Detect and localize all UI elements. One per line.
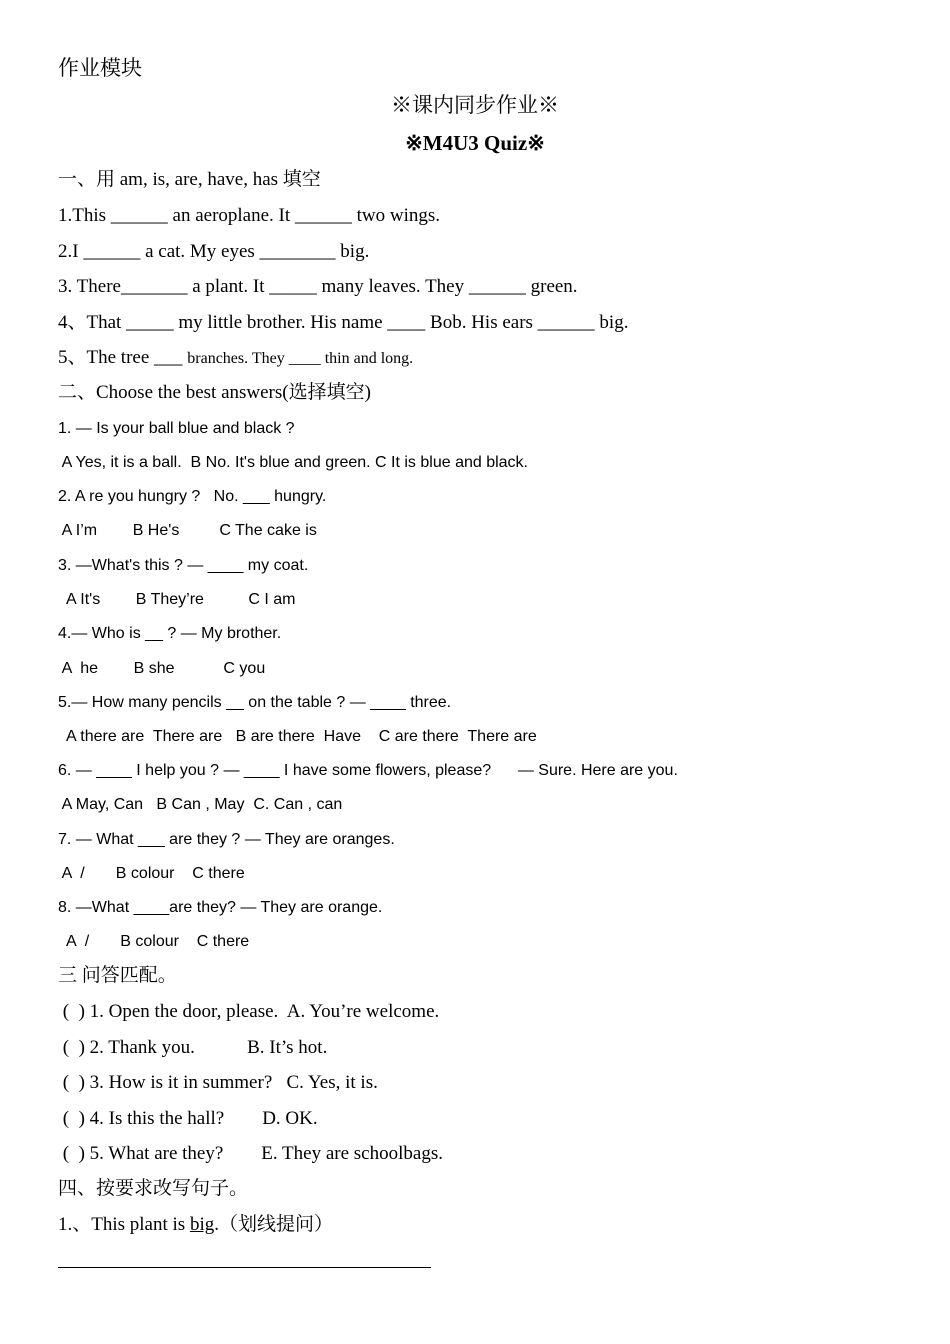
s1-question-2: 2.I ______ a cat. My eyes ________ big. [58, 241, 370, 262]
s2-options-6: A May, Can B Can , May C. Can , can [58, 796, 343, 813]
s2-question-4: 4.— Who is __ ? — My brother. [58, 625, 282, 642]
s2-options-7: A / B colour C there [58, 865, 245, 882]
s3-match-1: ( ) 1. Open the door, please. A. You’re welcome. [58, 1001, 440, 1022]
s1-question-1: 1.This ______ an aeroplane. It ______ two wings. [58, 205, 441, 226]
s2-options-2: A I’m B He's C The cake is [58, 522, 317, 539]
s3-match-5: ( ) 5. What are they? E. They are schoolbags. [58, 1143, 443, 1164]
s4-question-1-start: 1.、This plant is [58, 1214, 190, 1235]
s2-question-2: 2. A re you hungry ? No. ___ hungry. [58, 488, 327, 505]
s2-question-5: 5.— How many pencils __ on the table ? — ____ three. [58, 694, 452, 711]
s3-match-2: ( ) 2. Thank you. B. It’s hot. [58, 1037, 328, 1058]
s3-match-4: ( ) 4. Is this the hall? D. OK. [58, 1108, 318, 1129]
s2-options-4: A he B she C you [58, 660, 266, 677]
section2-heading: 二、Choose the best answers(选择填空) [58, 382, 371, 403]
s1-question-5-end: branches. They ____ thin and long. [187, 350, 414, 367]
s2-options-3: A It's B They’re C I am [58, 591, 296, 608]
s3-match-3: ( ) 3. How is it in summer? C. Yes, it is. [58, 1072, 378, 1093]
s4-underlined-word: big [189, 1214, 215, 1235]
module-label: 作业模块 [58, 56, 142, 80]
section4-heading: 四、按要求改写句子。 [58, 1178, 249, 1199]
s1-question-3: 3. There_______ a plant. It _____ many leaves. They ______ green. [58, 276, 578, 297]
s2-question-1: 1. — Is your ball blue and black ? [58, 420, 295, 437]
s4-question-1-end: .（划线提问） [214, 1214, 333, 1235]
s2-question-6: 6. — ____ I help you ? — ____ I have some flowers, please? — Sure. Here are you. [58, 762, 678, 779]
s1-question-5 [58, 346, 413, 371]
s1-question-5-start: 5、The tree ___ [58, 347, 188, 368]
section3-heading: 三 问答匹配。 [58, 965, 177, 986]
quiz-title: ※M4U3 Quiz※ [405, 131, 545, 155]
section1-heading: 一、用 am, is, are, have, has 填空 [58, 169, 321, 190]
s4-question-1 [58, 1213, 333, 1237]
s2-question-8: 8. —What ____are they? — They are orange. [58, 899, 383, 916]
s2-question-3: 3. —What's this ? — ____ my coat. [58, 557, 309, 574]
s1-question-4: 4、That _____ my little brother. His name ____ Bob. His ears ______ big. [58, 312, 629, 333]
page-title: ※课内同步作业※ [391, 93, 559, 117]
s2-question-7: 7. — What ___ are they ? — They are oranges. [58, 831, 395, 848]
s2-options-8: A / B colour C there [58, 933, 250, 950]
answer-line [58, 1267, 431, 1268]
s2-options-1: A Yes, it is a ball. B No. It's blue and green. C It is blue and black. [58, 454, 528, 471]
s2-options-5: A there are There are B are there Have C are there There are [58, 728, 537, 745]
